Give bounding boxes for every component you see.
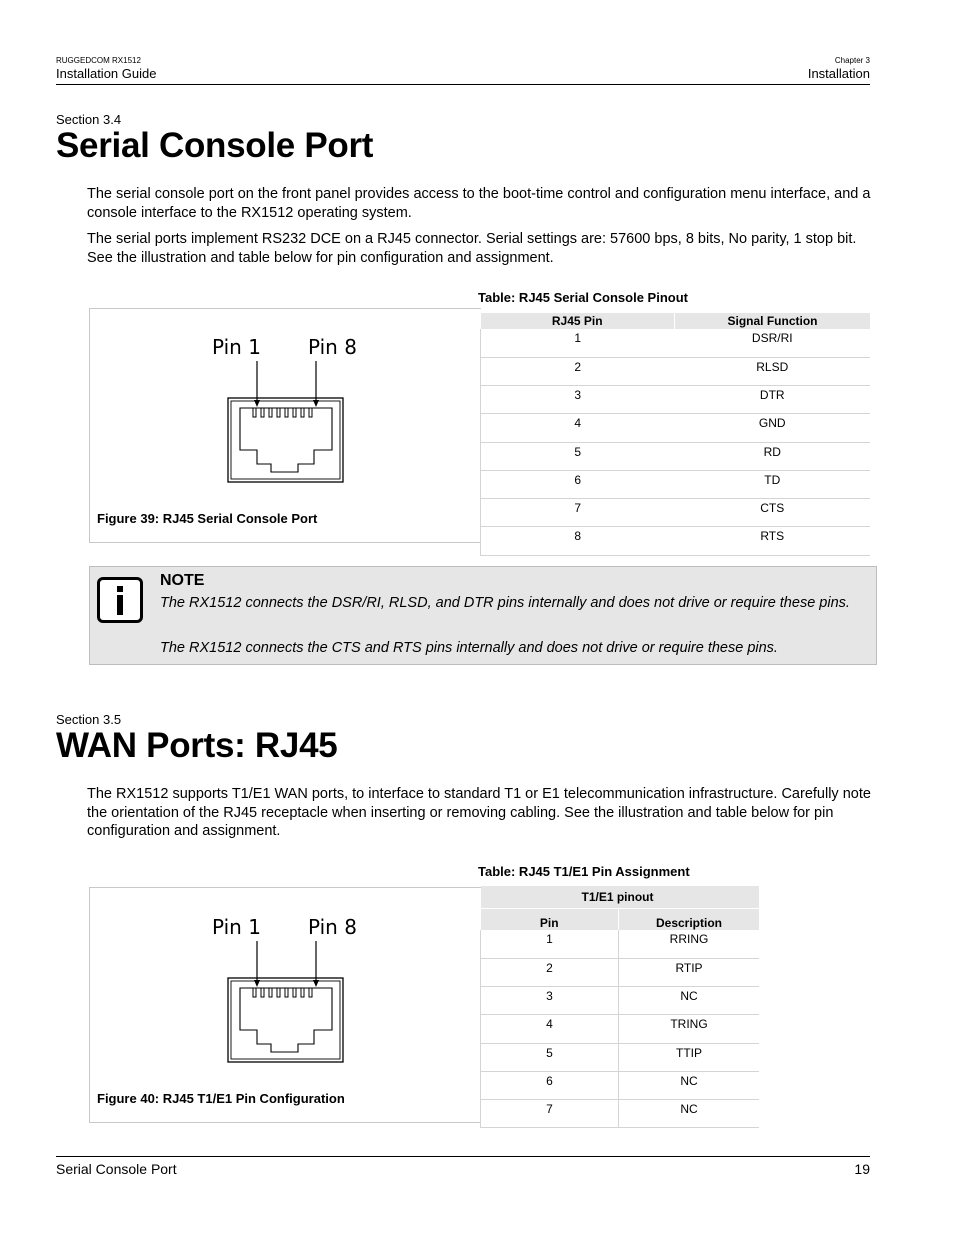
table-cell: RTS <box>675 527 871 555</box>
pin1-label: Pin 1 <box>212 915 261 939</box>
section-title: WAN Ports: RJ45 <box>56 726 338 765</box>
table-cell: 7 <box>481 1100 619 1128</box>
running-header-left <box>56 56 156 82</box>
table-cell: 4 <box>481 414 675 442</box>
note-box <box>89 566 877 665</box>
table-row <box>481 1071 760 1099</box>
table-caption: Table: RJ45 Serial Console Pinout <box>478 290 688 305</box>
table-cell: RRING <box>619 930 760 958</box>
table-cell: 2 <box>481 357 675 385</box>
column-header: Pin <box>481 908 619 930</box>
rj45-connector-figure <box>200 330 360 490</box>
table-cell: RD <box>675 442 871 470</box>
table-cell: 5 <box>481 1043 619 1071</box>
table-row <box>481 499 871 527</box>
table-row <box>481 329 871 357</box>
group-header: T1/E1 pinout <box>481 886 760 908</box>
table-cell: 8 <box>481 527 675 555</box>
table-header-row <box>481 908 760 930</box>
column-header: RJ45 Pin <box>481 313 675 329</box>
table-row <box>481 987 760 1015</box>
page-number: 19 <box>854 1161 870 1177</box>
table-cell: 6 <box>481 1071 619 1099</box>
table-cell: TTIP <box>619 1043 760 1071</box>
paragraph: The RX1512 supports T1/E1 WAN ports, to interface to standard T1 or E1 telecommunication infrastructure. Carefully note the orientation of the RJ45 receptacle when inserting or removing cabling. See the illustration and table below for pin configuration and assignment. <box>87 786 871 839</box>
table-cell: RLSD <box>675 357 871 385</box>
paragraph: The serial ports implement RS232 DCE on a RJ45 connector. Serial settings are: 57600 bps, 8 bits, No parity, 1 stop bit. See the illustration and table below for pin configuration and assignment. <box>87 231 857 266</box>
table-cell: 6 <box>481 470 675 498</box>
table-cell: 3 <box>481 987 619 1015</box>
table-row <box>481 386 871 414</box>
table-row <box>481 442 871 470</box>
table-cell: 1 <box>481 930 619 958</box>
table-row <box>481 1100 760 1128</box>
table-cell: 2 <box>481 958 619 986</box>
pin8-label: Pin 8 <box>308 335 357 359</box>
section-label: Section 3.4 <box>56 112 122 127</box>
table-header-row <box>481 313 871 329</box>
note-text: The RX1512 connects the CTS and RTS pins internally and does not drive or require these pins. <box>160 640 778 656</box>
table-cell: RTIP <box>619 958 760 986</box>
table-cell: 5 <box>481 442 675 470</box>
chapter-title: Installation <box>807 66 870 81</box>
product-name: RUGGEDCOM RX1512 <box>56 56 141 65</box>
table-cell: NC <box>619 1100 760 1128</box>
column-header: Signal Function <box>675 313 871 329</box>
info-icon <box>97 577 143 623</box>
table-cell: DTR <box>675 386 871 414</box>
table-row <box>481 527 871 555</box>
column-header: Description <box>619 908 760 930</box>
footer-section-title: Serial Console Port <box>56 1161 177 1177</box>
table-row <box>481 1043 760 1071</box>
table-cell: 3 <box>481 386 675 414</box>
paragraph: The serial console port on the front panel provides access to the boot-time control and configuration menu interface, and a console interface to the RX1512 operating system. <box>87 186 871 221</box>
table-cell: NC <box>619 987 760 1015</box>
table-cell: GND <box>675 414 871 442</box>
table-cell: NC <box>619 1071 760 1099</box>
rj45-connector-figure <box>200 910 360 1070</box>
table-row <box>481 357 871 385</box>
table-cell: DSR/RI <box>675 329 871 357</box>
serial-pinout-table <box>480 313 870 556</box>
table-row <box>481 1015 760 1043</box>
running-header-right <box>808 56 870 82</box>
table-cell: TRING <box>619 1015 760 1043</box>
section-label: Section 3.5 <box>56 712 122 727</box>
note-title: NOTE <box>160 572 205 589</box>
table-cell: 1 <box>481 329 675 357</box>
chapter-number: Chapter 3 <box>834 56 870 65</box>
table-cell: TD <box>675 470 871 498</box>
table-cell: 7 <box>481 499 675 527</box>
pin1-label: Pin 1 <box>212 335 261 359</box>
footer-rule <box>56 1156 870 1157</box>
section-title: Serial Console Port <box>56 126 374 165</box>
note-text: The RX1512 connects the DSR/RI, RLSD, and DTR pins internally and does not drive or require these pins. <box>160 595 850 611</box>
table-group-header-row <box>481 886 760 908</box>
guide-name: Installation Guide <box>56 66 157 81</box>
figure-caption: Figure 39: RJ45 Serial Console Port <box>97 511 318 526</box>
table-caption: Table: RJ45 T1/E1 Pin Assignment <box>478 864 690 879</box>
table-cell: CTS <box>675 499 871 527</box>
table-row <box>481 930 760 958</box>
header-rule <box>56 84 870 85</box>
t1e1-pin-table <box>480 886 759 1128</box>
table-row <box>481 414 871 442</box>
table-row <box>481 470 871 498</box>
table-row <box>481 958 760 986</box>
figure-caption: Figure 40: RJ45 T1/E1 Pin Configuration <box>97 1091 345 1106</box>
table-cell: 4 <box>481 1015 619 1043</box>
pin8-label: Pin 8 <box>308 915 357 939</box>
